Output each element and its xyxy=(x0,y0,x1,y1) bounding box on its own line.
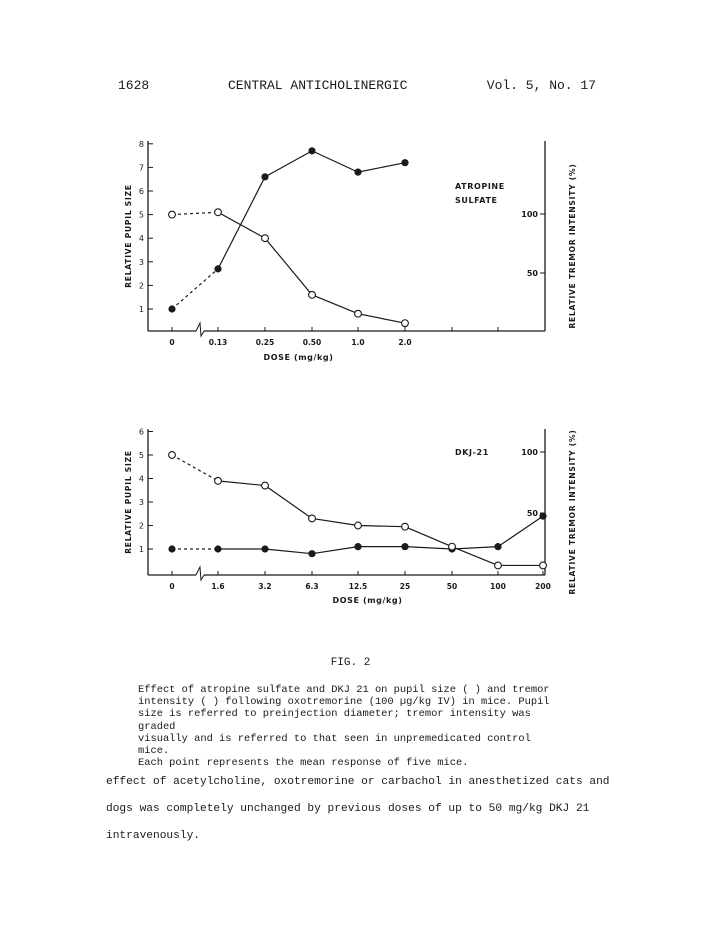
caption-line: intensity ( ) following oxotremorine (100 µg/kg IV) in mice. Pupil xyxy=(138,696,550,709)
body-line: intravenously. xyxy=(106,830,200,842)
y-right-tick-label: 100 xyxy=(521,448,538,457)
pupil-line-segment xyxy=(218,481,265,486)
pupil-line-segment xyxy=(312,295,358,314)
tremor-data-point xyxy=(261,545,268,552)
tremor-line-segment xyxy=(265,151,312,177)
y-tick-label: 6 xyxy=(138,187,144,196)
x-tick-label: 0.13 xyxy=(208,338,228,347)
chart-annotation: ATROPINE xyxy=(455,182,505,191)
pupil-line-segment xyxy=(265,238,312,295)
tremor-line-segment xyxy=(312,547,358,554)
tremor-data-point xyxy=(308,550,315,557)
y-axis-left-label: RELATIVE PUPIL SIZE xyxy=(124,184,133,288)
y-right-tick-label: 50 xyxy=(526,509,538,518)
tremor-data-point xyxy=(401,543,408,550)
tremor-line-segment xyxy=(358,163,405,172)
y-tick-label: 5 xyxy=(138,210,144,220)
tremor-line-segment xyxy=(312,151,358,172)
figure-label: FIG. 2 xyxy=(330,657,371,669)
x-axis-label: DOSE (mg/kg) xyxy=(263,353,334,362)
y-axis-right-label: RELATIVE TREMOR INTENSITY (%) xyxy=(568,429,577,595)
x-tick-label: 0.25 xyxy=(255,338,275,347)
y-tick-label: 5 xyxy=(138,451,144,460)
tremor-data-point xyxy=(168,305,175,312)
pupil-data-point xyxy=(402,320,409,327)
axis-break-mark xyxy=(196,567,204,580)
pupil-data-point xyxy=(262,482,269,489)
pupil-line-segment xyxy=(405,527,452,547)
dkj21-chart xyxy=(0,423,701,603)
tremor-line-segment xyxy=(405,547,452,549)
tremor-line-segment xyxy=(265,549,312,554)
x-tick-label: 12.5 xyxy=(348,582,368,591)
volume-issue: Vol. 5, No. 17 xyxy=(486,78,596,93)
y-tick-label: 3 xyxy=(138,257,144,267)
x-tick-label: 6.3 xyxy=(305,582,319,591)
pupil-line-segment xyxy=(358,314,405,323)
x-tick-label: 0.50 xyxy=(302,338,322,347)
x-tick-label: 2.0 xyxy=(398,338,412,347)
atropine-chart xyxy=(0,133,701,388)
running-header xyxy=(118,78,596,98)
y-tick-label: 7 xyxy=(138,163,144,173)
pupil-line-segment xyxy=(358,526,405,527)
x-tick-label: 0 xyxy=(169,582,175,591)
y-axis-left-label: RELATIVE PUPIL SIZE xyxy=(124,450,133,554)
y-tick-label: 1 xyxy=(138,545,144,554)
tremor-line-segment xyxy=(218,177,265,269)
tremor-data-point xyxy=(214,265,221,272)
tremor-data-point xyxy=(168,545,175,552)
y-tick-label: 1 xyxy=(138,305,144,314)
x-tick-label: 0 xyxy=(169,338,175,347)
y-right-tick-label: 50 xyxy=(526,269,538,278)
pupil-data-point xyxy=(540,562,547,569)
tremor-line-segment xyxy=(452,547,498,549)
chart-annotation: SULFATE xyxy=(455,196,498,205)
page-number: 1628 xyxy=(118,78,150,93)
axis-break-mark xyxy=(196,323,204,336)
caption-line: visually and is referred to that seen in unpremedicated control mice. xyxy=(138,732,531,758)
tremor-data-point xyxy=(354,169,361,176)
x-axis-label: DOSE (mg/kg) xyxy=(332,596,403,605)
caption-line: Each point represents the mean response of five mice. xyxy=(138,757,469,770)
body-line: effect of acetylcholine, oxotremorine or carbachol in anesthetized cats and xyxy=(106,776,610,788)
y-tick-label: 4 xyxy=(138,474,144,484)
x-tick-label: 25 xyxy=(399,582,411,591)
y-tick-label: 6 xyxy=(138,427,144,437)
pupil-data-point xyxy=(402,523,409,530)
pupil-data-point xyxy=(309,291,316,298)
y-tick-label: 8 xyxy=(138,139,144,149)
pupil-line-segment xyxy=(172,455,218,481)
pupil-line-segment xyxy=(265,486,312,519)
pupil-data-point xyxy=(355,522,362,529)
pupil-line-segment xyxy=(452,547,498,566)
pupil-data-point xyxy=(169,452,176,459)
tremor-data-point xyxy=(354,543,361,550)
tremor-data-point xyxy=(261,173,268,180)
y-tick-label: 4 xyxy=(138,234,144,244)
pupil-data-point xyxy=(495,562,502,569)
pupil-data-point xyxy=(262,235,269,242)
running-title: CENTRAL ANTICHOLINERGIC xyxy=(228,78,408,93)
pupil-data-point xyxy=(215,209,222,216)
y-axis-right-label: RELATIVE TREMOR INTENSITY (%) xyxy=(568,163,577,329)
tremor-line-segment xyxy=(172,269,218,309)
pupil-line-segment xyxy=(312,518,358,525)
x-tick-label: 1.0 xyxy=(351,338,365,347)
x-tick-label: 200 xyxy=(535,582,551,591)
tremor-data-point xyxy=(214,545,221,552)
tremor-data-point xyxy=(308,147,315,154)
tremor-data-point xyxy=(494,543,501,550)
y-tick-label: 2 xyxy=(138,521,144,531)
caption-line: size is referred to preinjection diameter; tremor intensity was graded xyxy=(138,708,531,733)
pupil-data-point xyxy=(169,211,176,218)
x-tick-label: 3.2 xyxy=(258,582,272,591)
pupil-data-point xyxy=(309,515,316,522)
pupil-data-point xyxy=(215,477,222,484)
y-tick-label: 2 xyxy=(138,281,144,291)
caption-line: Effect of atropine sulfate and DKJ 21 on pupil size ( ) and tremor xyxy=(138,684,550,696)
tremor-data-point xyxy=(539,513,546,520)
x-tick-label: 50 xyxy=(446,582,458,591)
x-tick-label: 1.6 xyxy=(211,582,225,591)
body-line: dogs was completely unchanged by previous doses of up to 50 mg/kg DKJ 21 xyxy=(106,803,590,815)
tremor-data-point xyxy=(401,159,408,166)
tremor-line-segment xyxy=(498,516,543,547)
pupil-line-segment xyxy=(172,212,218,214)
pupil-line-segment xyxy=(218,212,265,238)
figure-caption xyxy=(138,684,568,769)
y-right-tick-label: 100 xyxy=(521,210,538,219)
pupil-data-point xyxy=(355,310,362,317)
y-tick-label: 3 xyxy=(138,498,144,507)
chart-annotation: DKJ-21 xyxy=(455,448,489,457)
pupil-data-point xyxy=(449,543,456,550)
x-tick-label: 100 xyxy=(490,582,506,591)
